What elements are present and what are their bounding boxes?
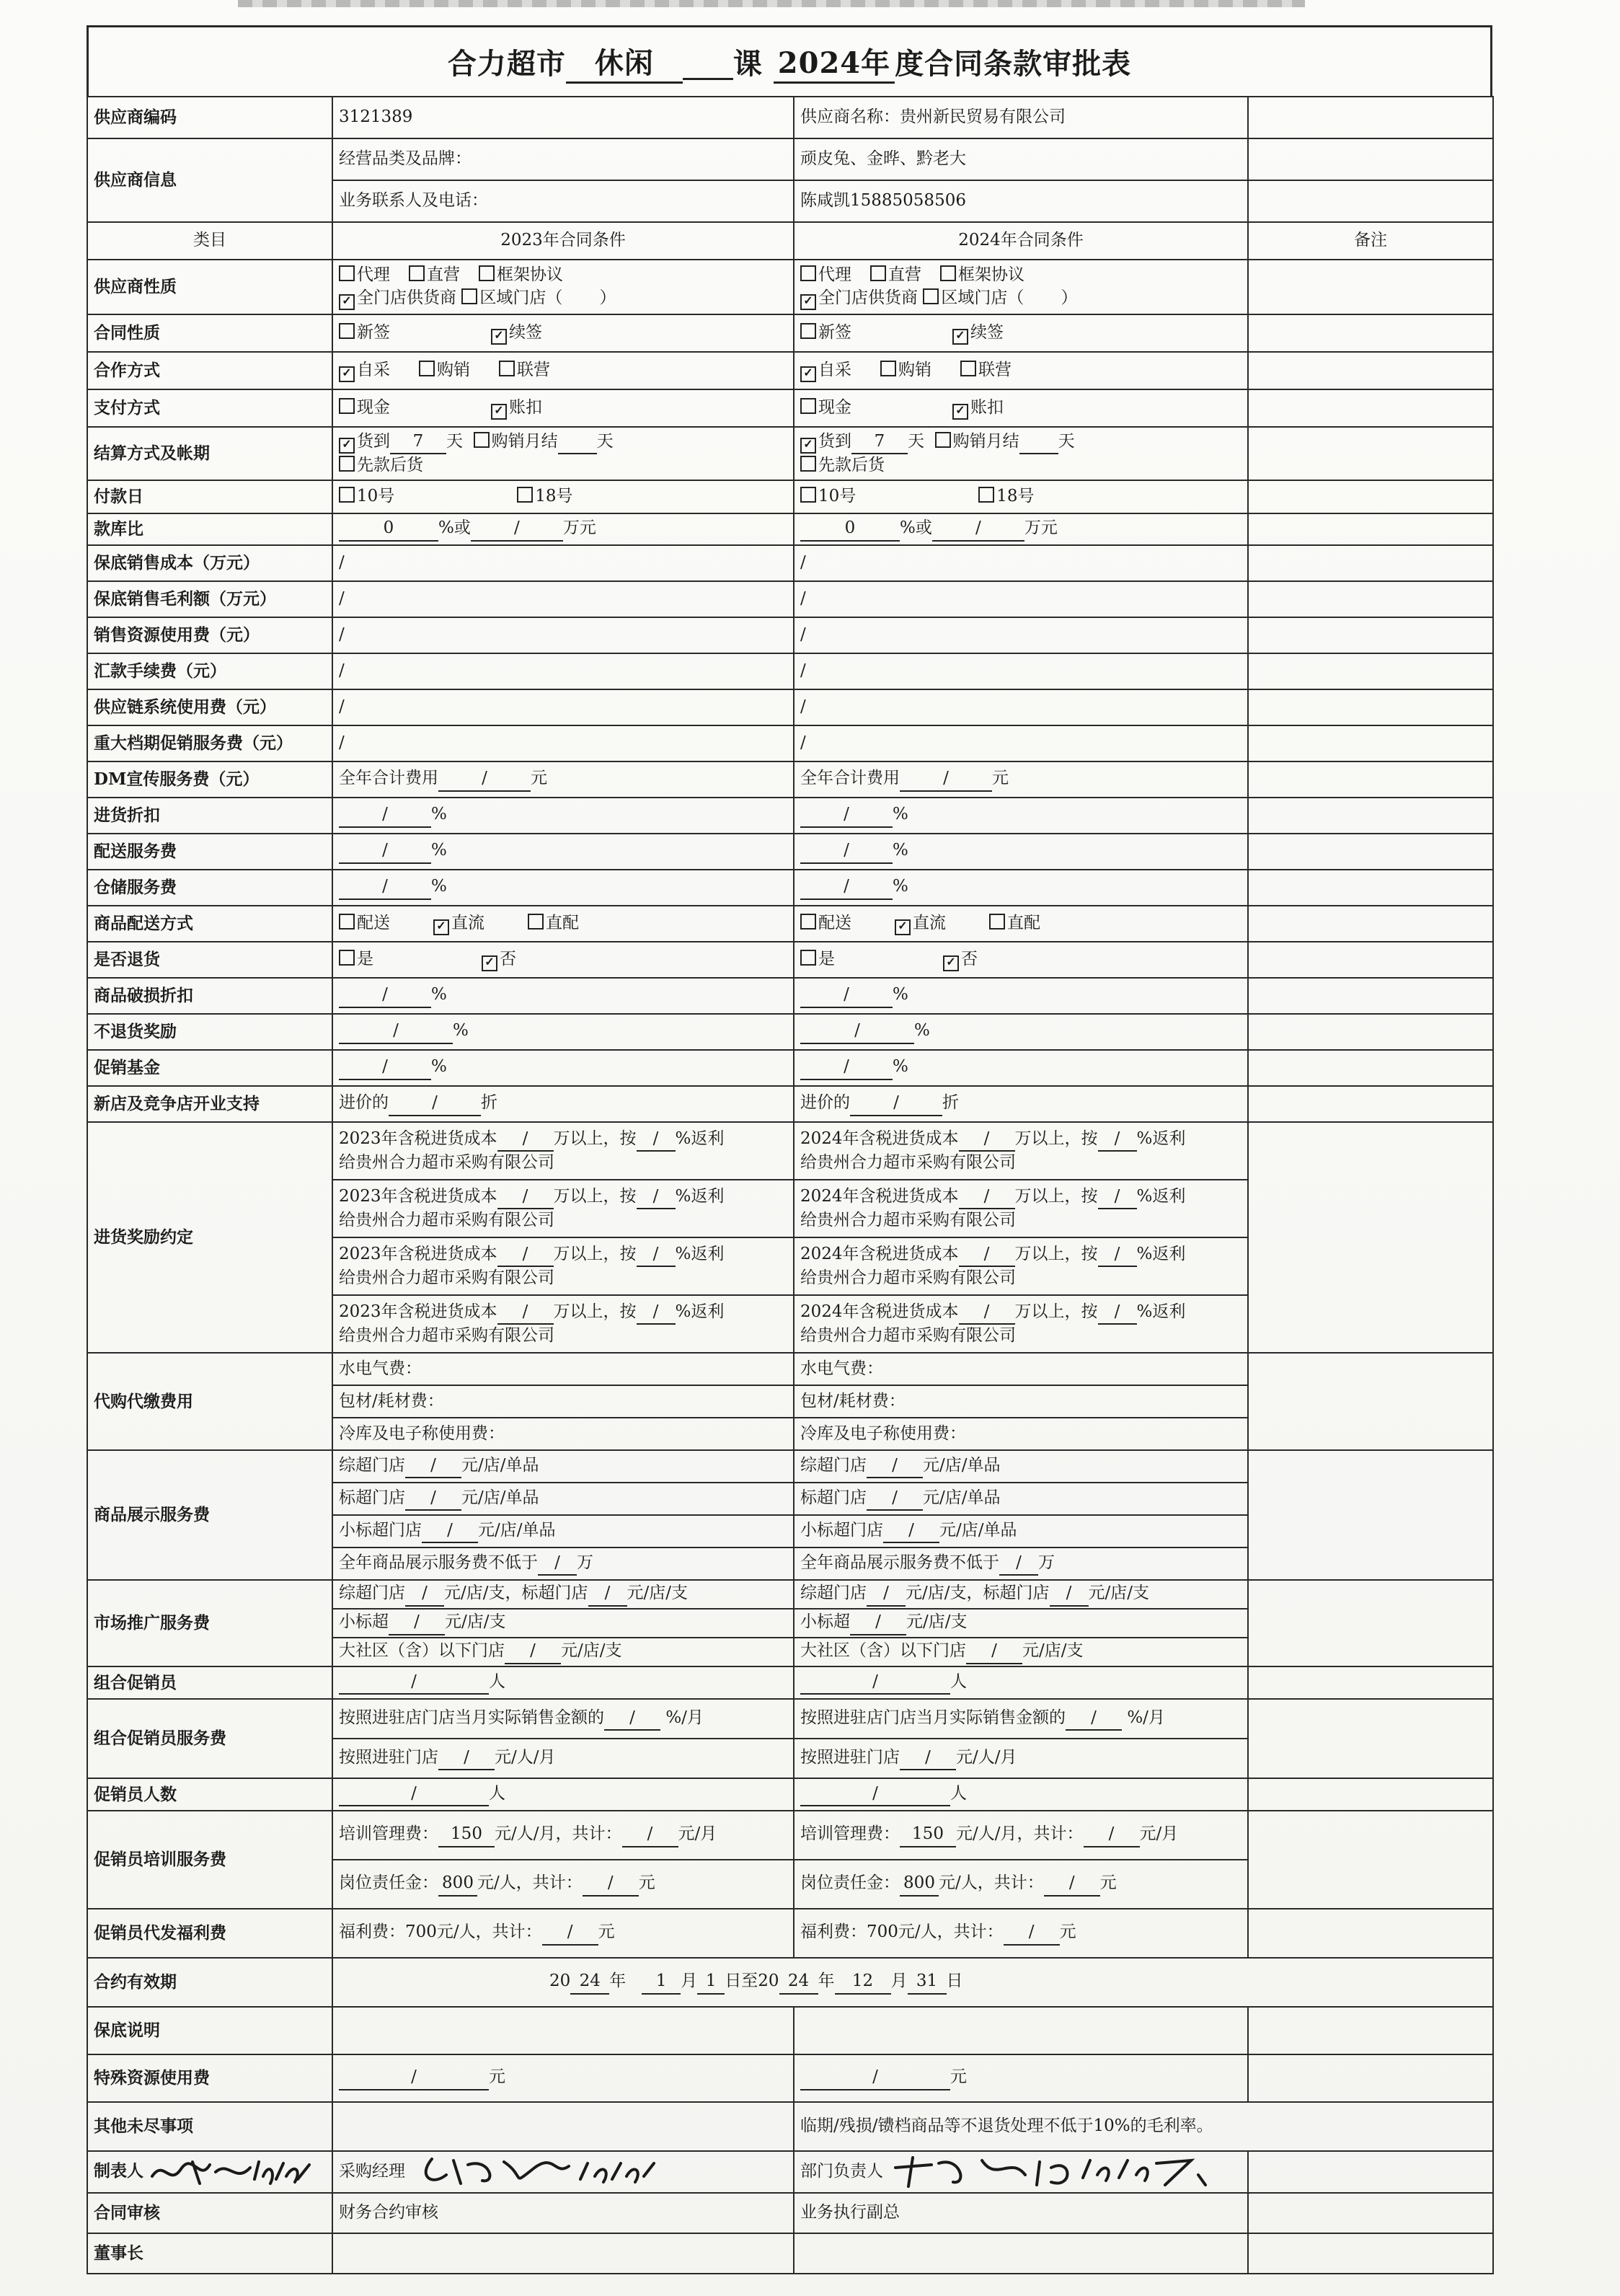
checkbox-icon	[923, 288, 939, 304]
checkbox-icon	[800, 323, 816, 339]
valid-period: 20 24 年 1 月 1 日至20 24 年 12 月 31 日	[332, 1958, 1493, 2007]
supplier-name: 供应商名称：贵州新民贸易有限公司	[794, 97, 1248, 138]
supplier-contact: 陈咸凯15885058506	[794, 180, 1248, 222]
checkbox-icon	[528, 914, 544, 930]
row-settle: 结算方式及帐期 ✓货到 7 天 购销月结 天 先款后货 ✓货到 7 天 购销月结 天 先款后货	[87, 427, 1493, 480]
checkbox-icon	[339, 914, 355, 930]
checkbox-icon	[800, 487, 816, 503]
checkbox-icon	[339, 323, 355, 339]
row-nature: 供应商性质 代理 直营 框架协议 ✓全门店供货商 区域门店（ ） 代理 直营 框架协议 ✓全门店供货商 区域门店（ ）	[87, 260, 1493, 314]
checked-checkbox-icon	[952, 329, 968, 345]
checkbox-icon	[800, 950, 816, 966]
row-sign: 制表人 采购经理 部门负责人	[87, 2151, 1493, 2193]
checkbox-icon	[499, 361, 515, 376]
checked-checkbox-icon	[339, 294, 355, 310]
supplier-code: 3121389	[332, 97, 794, 138]
checkbox-icon	[800, 456, 816, 472]
dept-field: 休闲	[566, 40, 683, 84]
checkbox-icon	[474, 432, 490, 448]
signature-dept-head	[888, 2153, 1248, 2191]
checkbox-icon	[409, 265, 425, 281]
checkbox-icon	[339, 456, 355, 472]
signature-maker	[149, 2155, 315, 2189]
checked-checkbox-icon	[800, 438, 816, 454]
checkbox-icon	[800, 265, 816, 281]
checkbox-icon	[880, 361, 896, 376]
checked-checkbox-icon	[482, 955, 497, 971]
checked-checkbox-icon	[339, 366, 355, 382]
checkbox-icon	[800, 398, 816, 414]
checked-checkbox-icon	[895, 919, 911, 935]
checkbox-icon	[339, 487, 355, 503]
checkbox-icon	[339, 265, 355, 281]
checkbox-icon	[978, 487, 994, 503]
checked-checkbox-icon	[800, 366, 816, 382]
checkbox-icon	[479, 265, 495, 281]
checked-checkbox-icon	[433, 919, 449, 935]
checkbox-icon	[935, 432, 951, 448]
checkbox-icon	[960, 361, 976, 376]
row-coop: 合作方式 ✓ 自采 购销 联营 ✓ 自采 购销 联营	[87, 352, 1493, 389]
checked-checkbox-icon	[800, 294, 816, 310]
checkbox-icon	[870, 265, 886, 281]
other-terms: 临期/残损/镄档商品等不退货处理不低于10%的毛利率。	[794, 2102, 1493, 2151]
checkbox-icon	[517, 487, 533, 503]
row-ratio: 款库比 0 %或 / 万元 0 %或 / 万元	[87, 513, 1493, 545]
checkbox-icon	[989, 914, 1005, 930]
signature-purchase-manager	[410, 2155, 684, 2189]
checked-checkbox-icon	[491, 404, 507, 420]
checked-checkbox-icon	[952, 404, 968, 420]
row-contract: 合同性质 新签✓ 续签 新签✓ 续签	[87, 314, 1493, 352]
supplier-brands: 顽皮兔、金晔、黔老大	[794, 138, 1248, 180]
checked-checkbox-icon	[339, 438, 355, 454]
checkbox-icon	[339, 398, 355, 414]
checked-checkbox-icon	[943, 955, 959, 971]
checkbox-icon	[800, 914, 816, 930]
checkbox-icon	[339, 950, 355, 966]
contract-table: 供应商编码 3121389 供应商名称：贵州新民贸易有限公司 供应商信息 经营品类及品牌： 顽皮兔、金晔、黔老大 业务联系人及电话： 陈咸凯15885058506 类目 2023年合同条件 2024年合同条件 备注 供应商性质 代理 直营 框架协议 ✓全门店供货商 区域门店（ ） 代理 直营 框架协议 ✓全门店供货商 区域门店（ ） 合同性质 新签✓ 续签 新签✓ 续签 合作方式 ✓ 自采 购销 联营 ✓ 自采 购销 联营 支付方式 现金✓ 账扣 现金✓ 账扣 结算方式及帐期 ✓货到 7 天 购销月结 天 先款后货 ✓货到 7 天 购销月结 天 先款后货 付款日 10号 18号 10号 18号 款库比 0 %或 / 万元 0 %或 / 万元 保底销售成本（万元） / / 保底销售毛利额（万元） / / 销售资源使用费（元） / / 汇款手续费（元） / / 供应链系统使用费（元） / / 重大档期促销服务费（元） / / DM宣传服务费（元） 全年合计费用 / 元 全年合计费用 / 元 进货折扣 / % / % 配送服务费 / % / % 仓储服务费 / % / % 商品配送方式 配送✓ 直流 直配 配送✓ 直流 直配 是否退货 是✓ 否 是✓ 否 商品破损折扣 / % / % 不退货奖励 / % / % 促销基金 / % / % 新店及竞争店开业支持 进价的 / 折 进价的 / 折 进货奖励约定 2023年含税进货成本 / 万以上，按 / %返利 给贵州合力超市采购有限公司 2024年含税进货成本 / 万以上，按 / %返利 给贵州合力超市采购有限公司 2023年含税进货成本 / 万以上，按 / %返利 给贵州合力超市采购有限公司 2024年含税进货成本 / 万以上，按 / %返利 给贵州合力超市采购有限公司 2023年含税进货成本 / 万以上，按 / %返利 给贵州合力超市采购有限公司 2024年含税进货成本 / 万以上，按 / %返利 给贵州合力超市采购有限公司 2023年含税进货成本 / 万以上，按 / %返利 给贵州合力超市采购有限公司 2024年含税进货成本 / 万以上，按 / %返利 给贵州合力超市采购有限公司 代购代缴费用 水电气费： 水电气费： 包材/耗材费： 包材/耗材费： 冷库及电子称使用费： 冷库及电子称使用费： 商品展示服务费 综超门店 / 元/店/单品 综超门店 / 元/店/单品 标超门店 / 元/店/单品 标超门店 / 元/店/单品 小标超门店 / 元/店/单品 小标超门店 / 元/店/单品 全年商品展示服务费不低于 / 万 全年商品展示服务费不低于 / 万 市场推广服务费 综超门店 / 元/店/支，标超门店 / 元/店/支 综超门店 / 元/店/支，标超门店 / 元/店/支 小标超 / 元/店/支 小标超 / 元/店/支 大社区（含）以下门店 / 元/店/支 大社区（含）以下门店 / 元/店/支 组合促销员 / 人 / 人 组合促销员服务费 按照进驻店门店当月实际销售金额的 / %/月 按照进驻店门店当月实际销售金额的 / %/月 按照进驻门店 / 元/人/月 按照进驻门店 / 元/人/月 促销员人数 / 人 / 人 促销员培训服务费 培训管理费： 150 元/人/月，共计： / 元/月 培训管理费： 150 元/人/月，共计： / 元/月 岗位责任金： 800 元/人，共计： / 元 岗位责任金： 800 元/人，共计： / 元 促销员代发福利费 福利费：700元/人，共计： / 元 福利费：700元/人，共计： / 元 合约有效期 20 24 年 1 月 1 日至20 24 年 12 月 31 日 保底说明 特殊资源使用费 / 元 / 元 其他未尽事项 临期/残损/镄档商品等不退货处理不低于10%的毛利率。 制表人 采购经理 部门负责人 合同审核 财务合约审核 业务执行副总 董事长	[87, 96, 1494, 2274]
year-field: 2024年	[774, 40, 895, 84]
row-pay: 支付方式 现金✓ 账扣 现金✓ 账扣	[87, 389, 1493, 427]
scan-edge	[238, 0, 1305, 7]
checkbox-icon	[461, 288, 477, 304]
approval-sheet	[87, 25, 1492, 2268]
checkbox-icon	[419, 361, 435, 376]
checked-checkbox-icon	[491, 329, 507, 345]
checkbox-icon	[940, 265, 956, 281]
row-payday: 付款日 10号 18号 10号 18号	[87, 480, 1493, 513]
page-title: 合力超市 休闲 课 2024年 度合同条款审批表	[87, 25, 1492, 96]
